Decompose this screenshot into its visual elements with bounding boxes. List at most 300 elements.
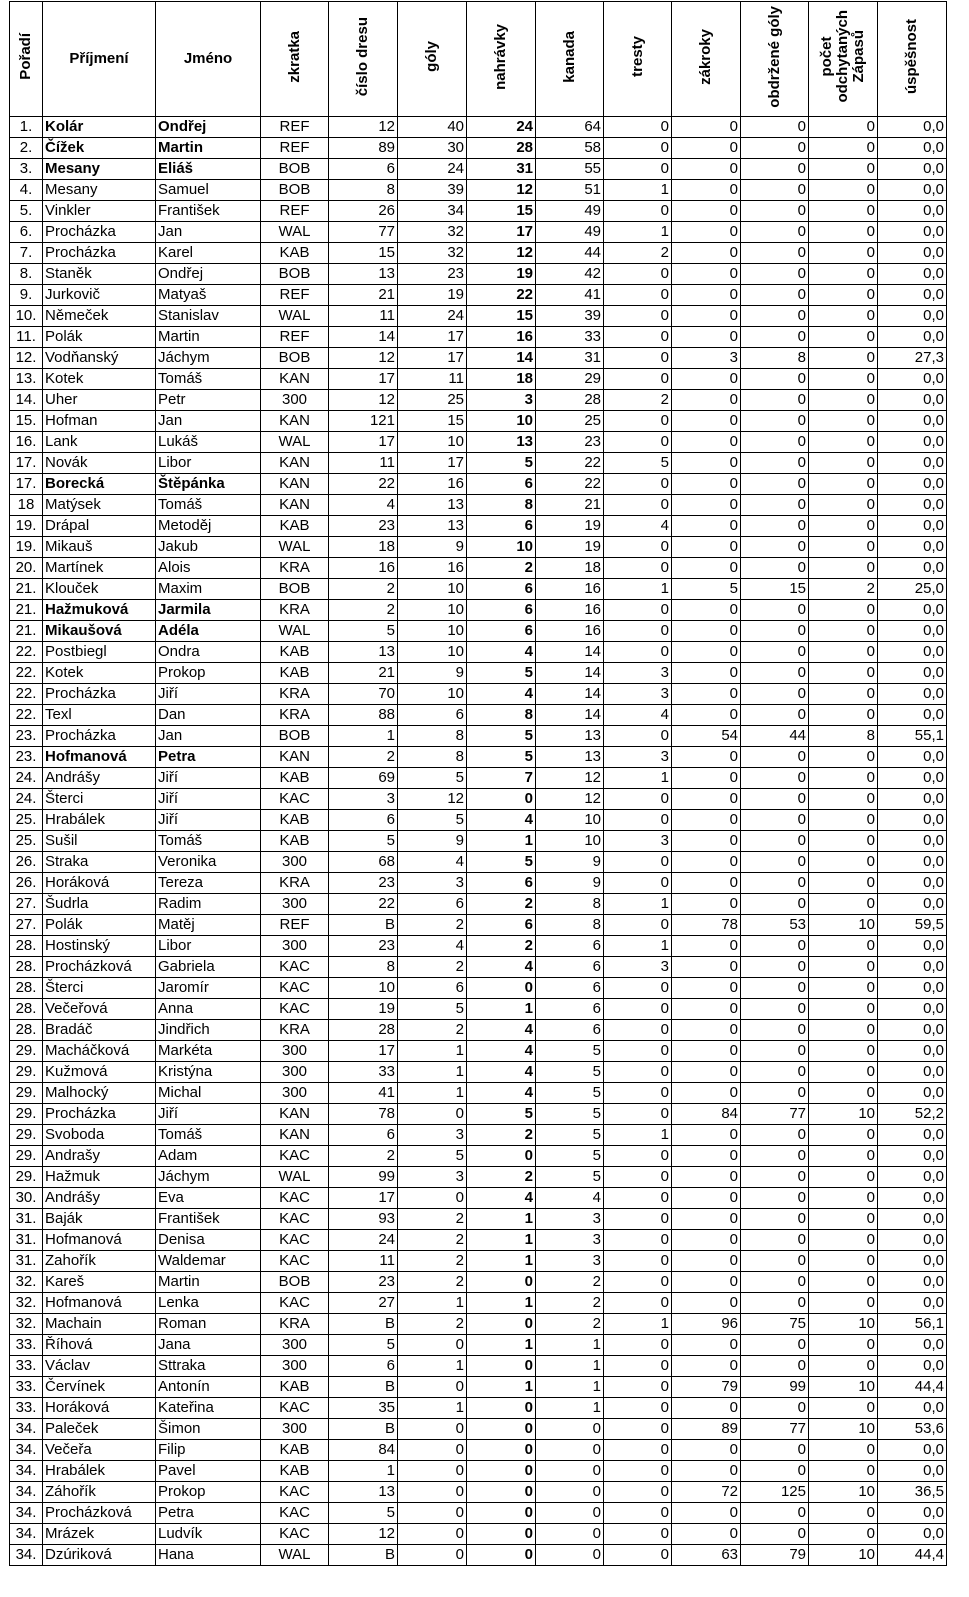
cell-goals: 17: [398, 327, 467, 348]
table-row: [10, 1314, 947, 1335]
cell-points: 55: [536, 159, 604, 180]
cell-goals-against: 75: [741, 1314, 809, 1335]
cell-games-played: 0: [809, 1083, 878, 1104]
header-rank: Pořadí: [10, 2, 43, 117]
cell-penalties: 0: [604, 1482, 672, 1503]
table-row: [10, 579, 947, 600]
cell-goals: 2: [398, 1230, 467, 1251]
cell-jersey-number: 89: [329, 138, 398, 159]
cell-first-name: Tomáš: [156, 369, 261, 390]
cell-jersey-number: 93: [329, 1209, 398, 1230]
cell-surname: Hrabálek: [43, 1461, 156, 1482]
cell-team-code: KAC: [261, 1398, 329, 1419]
cell-games-played: 0: [809, 117, 878, 138]
cell-save-percentage: 0,0: [878, 1251, 947, 1272]
table-row: [10, 1377, 947, 1398]
cell-goals-against: 0: [741, 390, 809, 411]
cell-jersey-number: 17: [329, 369, 398, 390]
cell-assists: 7: [467, 768, 536, 789]
cell-points: 5: [536, 1125, 604, 1146]
cell-points: 16: [536, 579, 604, 600]
table-row: [10, 789, 947, 810]
cell-surname: Kužmová: [43, 1062, 156, 1083]
table-row: [10, 1146, 947, 1167]
cell-team-code: 300: [261, 936, 329, 957]
cell-goals: 39: [398, 180, 467, 201]
cell-rank: 29.: [10, 1125, 43, 1146]
cell-goals: 0: [398, 1335, 467, 1356]
cell-goals: 8: [398, 747, 467, 768]
cell-save-percentage: 0,0: [878, 180, 947, 201]
cell-save-percentage: 0,0: [878, 999, 947, 1020]
cell-penalties: 4: [604, 705, 672, 726]
cell-points: 58: [536, 138, 604, 159]
cell-assists: 4: [467, 684, 536, 705]
cell-team-code: BOB: [261, 579, 329, 600]
cell-assists: 1: [467, 1335, 536, 1356]
cell-jersey-number: 35: [329, 1398, 398, 1419]
cell-penalties: 0: [604, 1167, 672, 1188]
cell-first-name: Jáchym: [156, 348, 261, 369]
header-jersey-number: číslo dresu: [329, 2, 398, 117]
cell-surname: Kotek: [43, 663, 156, 684]
cell-save-percentage: 0,0: [878, 957, 947, 978]
cell-assists: 1: [467, 1293, 536, 1314]
table-row: [10, 1419, 947, 1440]
cell-goals-against: 0: [741, 516, 809, 537]
cell-penalties: 3: [604, 663, 672, 684]
cell-jersey-number: 5: [329, 1503, 398, 1524]
cell-points: 6: [536, 1020, 604, 1041]
cell-rank: 18: [10, 495, 43, 516]
cell-goals: 1: [398, 1293, 467, 1314]
cell-penalties: 0: [604, 1083, 672, 1104]
cell-points: 10: [536, 831, 604, 852]
cell-saves: 0: [672, 474, 741, 495]
cell-rank: 21.: [10, 621, 43, 642]
cell-games-played: 0: [809, 369, 878, 390]
table-row: [10, 201, 947, 222]
cell-goals: 0: [398, 1440, 467, 1461]
cell-assists: 18: [467, 369, 536, 390]
cell-goals-against: 0: [741, 327, 809, 348]
cell-save-percentage: 0,0: [878, 936, 947, 957]
table-row: [10, 642, 947, 663]
cell-penalties: 0: [604, 495, 672, 516]
cell-first-name: Štěpánka: [156, 474, 261, 495]
cell-team-code: 300: [261, 894, 329, 915]
cell-games-played: 0: [809, 852, 878, 873]
cell-rank: 28.: [10, 978, 43, 999]
cell-save-percentage: 0,0: [878, 642, 947, 663]
cell-rank: 23.: [10, 747, 43, 768]
cell-first-name: Jindřich: [156, 1020, 261, 1041]
cell-goals: 25: [398, 390, 467, 411]
cell-save-percentage: 0,0: [878, 537, 947, 558]
cell-surname: Andrašy: [43, 1146, 156, 1167]
cell-team-code: KAB: [261, 810, 329, 831]
cell-surname: Svoboda: [43, 1125, 156, 1146]
cell-goals-against: 0: [741, 474, 809, 495]
cell-jersey-number: 28: [329, 1020, 398, 1041]
cell-first-name: Pavel: [156, 1461, 261, 1482]
cell-goals-against: 0: [741, 663, 809, 684]
cell-saves: 0: [672, 1440, 741, 1461]
cell-games-played: 0: [809, 495, 878, 516]
cell-points: 0: [536, 1524, 604, 1545]
cell-points: 29: [536, 369, 604, 390]
cell-assists: 5: [467, 852, 536, 873]
table-row: [10, 348, 947, 369]
cell-penalties: 1: [604, 936, 672, 957]
cell-surname: Baják: [43, 1209, 156, 1230]
cell-assists: 8: [467, 495, 536, 516]
cell-rank: 29.: [10, 1104, 43, 1125]
cell-jersey-number: 4: [329, 495, 398, 516]
cell-goals-against: 0: [741, 873, 809, 894]
cell-games-played: 0: [809, 1209, 878, 1230]
cell-save-percentage: 36,5: [878, 1482, 947, 1503]
cell-jersey-number: 6: [329, 810, 398, 831]
cell-games-played: 0: [809, 264, 878, 285]
cell-surname: Záhořík: [43, 1482, 156, 1503]
cell-surname: Uher: [43, 390, 156, 411]
cell-team-code: 300: [261, 1356, 329, 1377]
cell-points: 8: [536, 894, 604, 915]
cell-penalties: 0: [604, 1545, 672, 1566]
cell-games-played: 0: [809, 1335, 878, 1356]
cell-rank: 33.: [10, 1335, 43, 1356]
cell-surname: Procházka: [43, 684, 156, 705]
cell-penalties: 0: [604, 1146, 672, 1167]
cell-assists: 0: [467, 789, 536, 810]
cell-jersey-number: 19: [329, 999, 398, 1020]
cell-first-name: František: [156, 201, 261, 222]
cell-games-played: 0: [809, 453, 878, 474]
cell-points: 5: [536, 1146, 604, 1167]
cell-goals: 3: [398, 1125, 467, 1146]
cell-first-name: Lenka: [156, 1293, 261, 1314]
cell-saves: 0: [672, 495, 741, 516]
cell-points: 28: [536, 390, 604, 411]
cell-team-code: WAL: [261, 432, 329, 453]
cell-first-name: Prokop: [156, 663, 261, 684]
cell-points: 5: [536, 1041, 604, 1062]
cell-saves: 0: [672, 1272, 741, 1293]
cell-goals-against: 53: [741, 915, 809, 936]
cell-goals-against: 0: [741, 453, 809, 474]
cell-goals-against: 99: [741, 1377, 809, 1398]
cell-save-percentage: 0,0: [878, 873, 947, 894]
cell-save-percentage: 0,0: [878, 495, 947, 516]
cell-surname: Němeček: [43, 306, 156, 327]
cell-team-code: KAN: [261, 495, 329, 516]
cell-surname: Vinkler: [43, 201, 156, 222]
cell-surname: Mesany: [43, 159, 156, 180]
cell-jersey-number: 12: [329, 390, 398, 411]
cell-jersey-number: 13: [329, 264, 398, 285]
cell-team-code: KRA: [261, 1314, 329, 1335]
cell-team-code: KAC: [261, 1293, 329, 1314]
cell-jersey-number: 23: [329, 936, 398, 957]
cell-saves: 0: [672, 1335, 741, 1356]
cell-team-code: BOB: [261, 159, 329, 180]
cell-save-percentage: 0,0: [878, 1272, 947, 1293]
cell-first-name: Kateřina: [156, 1398, 261, 1419]
cell-surname: Malhocký: [43, 1083, 156, 1104]
cell-save-percentage: 0,0: [878, 978, 947, 999]
cell-surname: Sušil: [43, 831, 156, 852]
cell-save-percentage: 44,4: [878, 1377, 947, 1398]
cell-goals-against: 0: [741, 1293, 809, 1314]
cell-save-percentage: 0,0: [878, 1356, 947, 1377]
cell-rank: 26.: [10, 852, 43, 873]
cell-rank: 34.: [10, 1461, 43, 1482]
cell-games-played: 0: [809, 1398, 878, 1419]
cell-team-code: KRA: [261, 684, 329, 705]
cell-goals-against: 0: [741, 411, 809, 432]
cell-save-percentage: 0,0: [878, 1062, 947, 1083]
table-row: [10, 1356, 947, 1377]
cell-saves: 0: [672, 138, 741, 159]
cell-surname: Lank: [43, 432, 156, 453]
cell-goals-against: 0: [741, 285, 809, 306]
cell-goals-against: 0: [741, 999, 809, 1020]
cell-save-percentage: 0,0: [878, 1020, 947, 1041]
cell-save-percentage: 0,0: [878, 1125, 947, 1146]
cell-team-code: KAC: [261, 1230, 329, 1251]
cell-jersey-number: 12: [329, 1524, 398, 1545]
cell-goals: 3: [398, 873, 467, 894]
cell-jersey-number: 22: [329, 894, 398, 915]
cell-assists: 31: [467, 159, 536, 180]
cell-goals-against: 0: [741, 558, 809, 579]
header-games-played: počet odchytaných Zápasů: [809, 2, 878, 117]
cell-first-name: Dan: [156, 705, 261, 726]
cell-games-played: 0: [809, 306, 878, 327]
cell-saves: 0: [672, 999, 741, 1020]
cell-saves: 0: [672, 537, 741, 558]
cell-rank: 21.: [10, 579, 43, 600]
cell-save-percentage: 0,0: [878, 810, 947, 831]
cell-goals-against: 0: [741, 117, 809, 138]
table-row: [10, 1251, 947, 1272]
cell-jersey-number: 84: [329, 1440, 398, 1461]
cell-assists: 1: [467, 1230, 536, 1251]
cell-first-name: Lukáš: [156, 432, 261, 453]
cell-jersey-number: 24: [329, 1230, 398, 1251]
cell-first-name: Jan: [156, 726, 261, 747]
cell-penalties: 0: [604, 1503, 672, 1524]
cell-points: 22: [536, 474, 604, 495]
cell-goals: 10: [398, 621, 467, 642]
cell-jersey-number: 1: [329, 1461, 398, 1482]
cell-saves: 63: [672, 1545, 741, 1566]
cell-points: 0: [536, 1461, 604, 1482]
cell-rank: 30.: [10, 1188, 43, 1209]
cell-games-played: 0: [809, 327, 878, 348]
cell-saves: 0: [672, 1188, 741, 1209]
cell-games-played: 0: [809, 1146, 878, 1167]
cell-games-played: 0: [809, 1062, 878, 1083]
cell-penalties: 3: [604, 957, 672, 978]
cell-games-played: 0: [809, 1167, 878, 1188]
cell-penalties: 0: [604, 915, 672, 936]
cell-team-code: KAB: [261, 1440, 329, 1461]
cell-goals: 1: [398, 1083, 467, 1104]
cell-first-name: Martin: [156, 138, 261, 159]
cell-rank: 34.: [10, 1545, 43, 1566]
cell-penalties: 0: [604, 285, 672, 306]
cell-saves: 0: [672, 264, 741, 285]
cell-games-played: 0: [809, 159, 878, 180]
cell-jersey-number: 13: [329, 642, 398, 663]
cell-penalties: 1: [604, 222, 672, 243]
cell-goals: 34: [398, 201, 467, 222]
cell-penalties: 0: [604, 411, 672, 432]
cell-goals: 32: [398, 243, 467, 264]
stats-table: [9, 1, 947, 1566]
cell-goals: 9: [398, 537, 467, 558]
cell-penalties: 0: [604, 1377, 672, 1398]
cell-team-code: 300: [261, 852, 329, 873]
cell-team-code: KRA: [261, 873, 329, 894]
cell-games-played: 0: [809, 1272, 878, 1293]
cell-jersey-number: 2: [329, 747, 398, 768]
cell-jersey-number: 22: [329, 474, 398, 495]
cell-assists: 0: [467, 1461, 536, 1482]
cell-first-name: Ondřej: [156, 264, 261, 285]
cell-surname: Horáková: [43, 1398, 156, 1419]
cell-first-name: Jiří: [156, 810, 261, 831]
cell-first-name: Samuel: [156, 180, 261, 201]
cell-assists: 8: [467, 705, 536, 726]
cell-points: 0: [536, 1440, 604, 1461]
cell-goals: 8: [398, 726, 467, 747]
cell-saves: 0: [672, 810, 741, 831]
cell-penalties: 0: [604, 264, 672, 285]
cell-goals: 32: [398, 222, 467, 243]
cell-saves: 0: [672, 243, 741, 264]
cell-team-code: KAB: [261, 831, 329, 852]
cell-games-played: 0: [809, 222, 878, 243]
cell-assists: 2: [467, 1125, 536, 1146]
cell-assists: 5: [467, 747, 536, 768]
cell-penalties: 0: [604, 306, 672, 327]
cell-jersey-number: 99: [329, 1167, 398, 1188]
cell-penalties: 4: [604, 516, 672, 537]
cell-assists: 19: [467, 264, 536, 285]
cell-assists: 6: [467, 873, 536, 894]
cell-first-name: Jiří: [156, 1104, 261, 1125]
table-row: [10, 1062, 947, 1083]
table-header: [10, 2, 947, 117]
cell-saves: 0: [672, 180, 741, 201]
cell-save-percentage: 0,0: [878, 600, 947, 621]
cell-rank: 14.: [10, 390, 43, 411]
cell-assists: 4: [467, 1083, 536, 1104]
cell-surname: Texl: [43, 705, 156, 726]
cell-jersey-number: 18: [329, 537, 398, 558]
cell-goals-against: 0: [741, 1041, 809, 1062]
cell-surname: Mikauš: [43, 537, 156, 558]
cell-goals-against: 0: [741, 852, 809, 873]
cell-goals-against: 0: [741, 747, 809, 768]
table-row: [10, 432, 947, 453]
table-row: [10, 285, 947, 306]
cell-first-name: Libor: [156, 936, 261, 957]
cell-first-name: Jaromír: [156, 978, 261, 999]
cell-assists: 2: [467, 558, 536, 579]
cell-goals: 40: [398, 117, 467, 138]
cell-first-name: Adéla: [156, 621, 261, 642]
cell-jersey-number: 78: [329, 1104, 398, 1125]
cell-first-name: Ondřej: [156, 117, 261, 138]
cell-penalties: 0: [604, 369, 672, 390]
cell-jersey-number: B: [329, 1419, 398, 1440]
cell-save-percentage: 0,0: [878, 852, 947, 873]
cell-rank: 2.: [10, 138, 43, 159]
cell-points: 3: [536, 1230, 604, 1251]
cell-saves: 0: [672, 978, 741, 999]
cell-goals-against: 0: [741, 1440, 809, 1461]
cell-games-played: 8: [809, 726, 878, 747]
cell-first-name: Martin: [156, 1272, 261, 1293]
cell-surname: Hofmanová: [43, 1293, 156, 1314]
cell-goals-against: 0: [741, 1356, 809, 1377]
cell-save-percentage: 0,0: [878, 432, 947, 453]
cell-team-code: KAN: [261, 747, 329, 768]
cell-rank: 28.: [10, 1020, 43, 1041]
cell-games-played: 0: [809, 432, 878, 453]
cell-penalties: 0: [604, 327, 672, 348]
cell-penalties: 0: [604, 1230, 672, 1251]
cell-assists: 0: [467, 1482, 536, 1503]
cell-first-name: Tomáš: [156, 495, 261, 516]
cell-jersey-number: 6: [329, 159, 398, 180]
cell-jersey-number: B: [329, 915, 398, 936]
cell-team-code: 300: [261, 1335, 329, 1356]
cell-jersey-number: 6: [329, 1125, 398, 1146]
table-row: [10, 1524, 947, 1545]
cell-assists: 1: [467, 1377, 536, 1398]
header-team-code: zkratka: [261, 2, 329, 117]
cell-first-name: Kristýna: [156, 1062, 261, 1083]
cell-saves: 0: [672, 1083, 741, 1104]
cell-assists: 17: [467, 222, 536, 243]
cell-surname: Mrázek: [43, 1524, 156, 1545]
cell-goals-against: 0: [741, 1062, 809, 1083]
cell-penalties: 0: [604, 1041, 672, 1062]
cell-rank: 33.: [10, 1377, 43, 1398]
cell-goals: 11: [398, 369, 467, 390]
cell-surname: Staněk: [43, 264, 156, 285]
cell-rank: 29.: [10, 1083, 43, 1104]
cell-assists: 0: [467, 1146, 536, 1167]
cell-saves: 0: [672, 1524, 741, 1545]
cell-goals: 0: [398, 1482, 467, 1503]
cell-team-code: BOB: [261, 1272, 329, 1293]
cell-team-code: KAN: [261, 1104, 329, 1125]
cell-saves: 0: [672, 768, 741, 789]
cell-team-code: KAB: [261, 642, 329, 663]
cell-games-played: 2: [809, 579, 878, 600]
cell-games-played: 0: [809, 1230, 878, 1251]
cell-rank: 6.: [10, 222, 43, 243]
cell-surname: Večeřa: [43, 1440, 156, 1461]
cell-goals: 2: [398, 915, 467, 936]
cell-games-played: 0: [809, 1041, 878, 1062]
